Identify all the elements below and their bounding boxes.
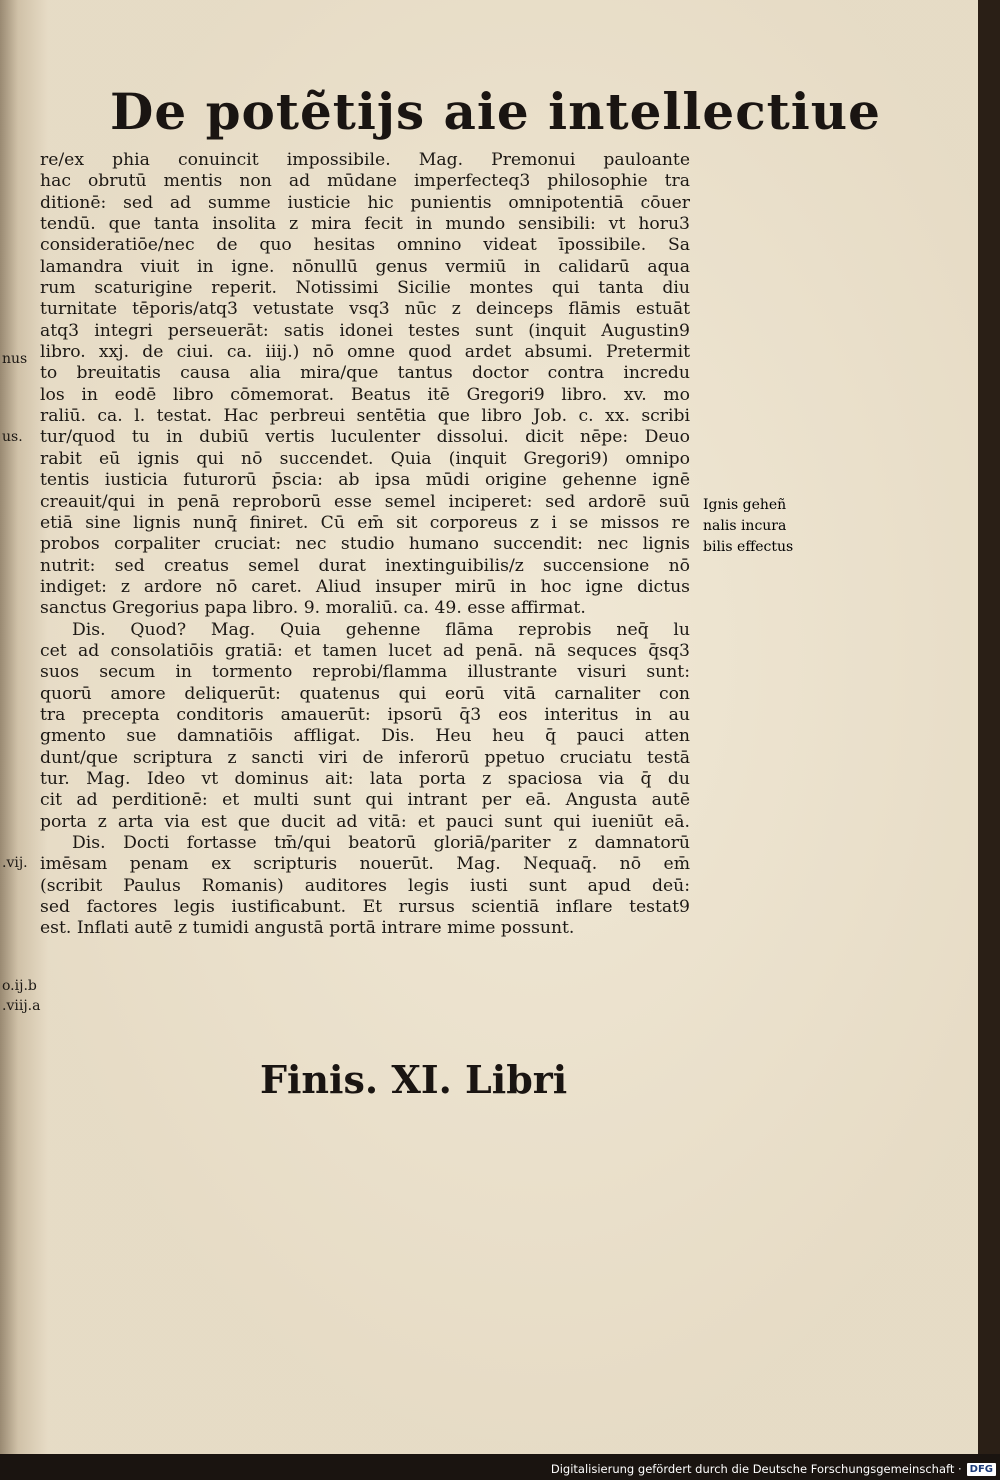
text-line: suos secum in tormento reprobi/flamma illustrante visuri sunt:	[40, 662, 690, 683]
text-line: indiget: z ardore nō caret. Aliud insuper mirū in hoc igne dictus	[40, 576, 690, 597]
text-line: lamandra viuit in igne. nōnullū genus vermiū in calidarū aqua	[40, 256, 690, 277]
text-line: nutrit: sed creatus semel durat inextinguibilis/z succensione nō	[40, 555, 690, 576]
left-margin-note: .viij.a	[2, 998, 41, 1014]
text-line: to breuitatis causa alia mira/que tantus doctor contra incredu	[40, 363, 690, 384]
text-line: creauit/qui in penā reproborū esse semel inciperet: sed ardorē suū	[40, 491, 690, 512]
text-line: rum scaturigine reperit. Notissimi Sicilie montes qui tanta diu	[40, 278, 690, 299]
text-line: tur. Mag. Ideo vt dominus ait: lata porta z spaciosa via q̄ du	[40, 768, 690, 789]
left-margin-note: nus	[2, 351, 28, 367]
text-line: Dis. Docti fortasse tm̄/qui beatorū gloriā/pariter z damnatorū	[72, 833, 690, 853]
text-line: turnitate tēporis/atq3 vetustate vsq3 nūc z deinceps flāmis estuāt	[40, 299, 690, 320]
text-line: gmento sue damnatiōis affligat. Dis. Heu heu q̄ pauci atten	[40, 726, 690, 747]
text-line: tur/quod tu in dubiū vertis luculenter dissolui. dicit nēpe: Deuo	[40, 427, 690, 448]
text-line: etiā sine lignis nunq̄ finiret. Cū em̄ sit corporeus z i se missos re	[40, 512, 690, 533]
text-line: cet ad consolatiōis gratiā: et tamen lucet ad penā. nā sequces q̄sq3	[40, 640, 690, 661]
footer-credit-text: Digitalisierung gefördert durch die Deutsche Forschungsgemeinschaft ·	[550, 1462, 962, 1476]
text-line: Dis. Quod? Mag. Quia gehenne flāma reprobis neq̄ lu	[72, 619, 690, 640]
finis-colophon: Finis. XI. Libri	[260, 1057, 568, 1102]
text-line: sed factores legis iustificabunt. Et rursus scientiā inflare testat9	[40, 897, 690, 918]
body-text-block	[40, 150, 690, 940]
dfg-logo-icon: DFG	[967, 1463, 996, 1476]
margin-note-line: Ignis geheñ	[703, 497, 787, 513]
text-line: hac obrutū mentis non ad mūdane imperfecteq3 philosophie tra	[40, 171, 690, 192]
text-line: libro. xxj. de ciui. ca. iiij.) nō omne quod ardet absumi. Pretermit	[40, 342, 690, 363]
text-line: tentis iusticia futurorū p̄scia: ab ipsa mūdi origine gehenne ignē	[40, 470, 690, 491]
text-line: probos corpaliter cruciat: nec studio humano succendit: nec lignis	[40, 534, 690, 555]
text-line: re/ex phia conuincit impossibile. Mag. Premonui pauloante	[40, 150, 690, 170]
text-line: (scribit Paulus Romanis) auditores legis iusti sunt apud deū:	[40, 875, 690, 896]
text-line: porta z arta via est que ducit ad vitā: et pauci sunt qui iueniūt eā.	[40, 811, 690, 832]
text-line: raliū. ca. l. testat. Hac perbreui sentētia que libro Job. c. xx. scribi	[40, 406, 690, 427]
digitization-footer	[551, 1459, 1000, 1480]
left-margin-note: us.	[2, 429, 23, 445]
text-line: cit ad perditionē: et multi sunt qui intrant per eā. Angusta autē	[40, 790, 690, 811]
left-margin-note: o.ij.b	[2, 978, 37, 994]
text-line: los in eodē libro cōmemorat. Beatus itē Gregori9 libro. xv. mo	[40, 384, 690, 405]
text-line: consideratiōe/nec de quo hesitas omnino videat īpossibile. Sa	[40, 235, 690, 256]
text-line: rabit eū ignis qui nō succendet. Quia (inquit Gregori9) omnipo	[40, 448, 690, 469]
margin-note-line: bilis effectus	[703, 539, 794, 555]
text-line: tra precepta conditoris amauerūt: ipsorū q̄3 eos interitus in au	[40, 704, 690, 725]
right-margin-note	[703, 495, 793, 558]
text-line: sanctus Gregorius papa libro. 9. moraliū. ca. 49. esse affirmat.	[40, 598, 586, 619]
left-margin-note: .vij.	[2, 855, 28, 871]
text-line: quorū amore deliquerūt: quatenus qui eorū vitā carnaliter con	[40, 683, 690, 704]
text-line: ditionē: sed ad summe iusticie hic punientis omnipotentiā cōuer	[40, 192, 690, 213]
text-line: atq3 integri perseuerāt: satis idonei testes sunt (inquit Augustin9	[40, 320, 690, 341]
text-line: imēsam penam ex scripturis nouerūt. Mag. Nequaq̄. nō em̄	[40, 854, 690, 875]
page-heading: De potẽtijs aie intellectiue	[110, 82, 881, 141]
page-edge	[978, 0, 1000, 1454]
margin-note-line: nalis incura	[703, 518, 787, 534]
text-line: dunt/que scriptura z sancti viri de inferorū ppetuo cruciatu testā	[40, 747, 690, 768]
text-line: est. Inflati autē z tumidi angustā portā intrare mime possunt.	[40, 918, 575, 939]
text-line: tendū. que tanta insolita z mira fecit in mundo sensibili: vt horu3	[40, 214, 690, 235]
